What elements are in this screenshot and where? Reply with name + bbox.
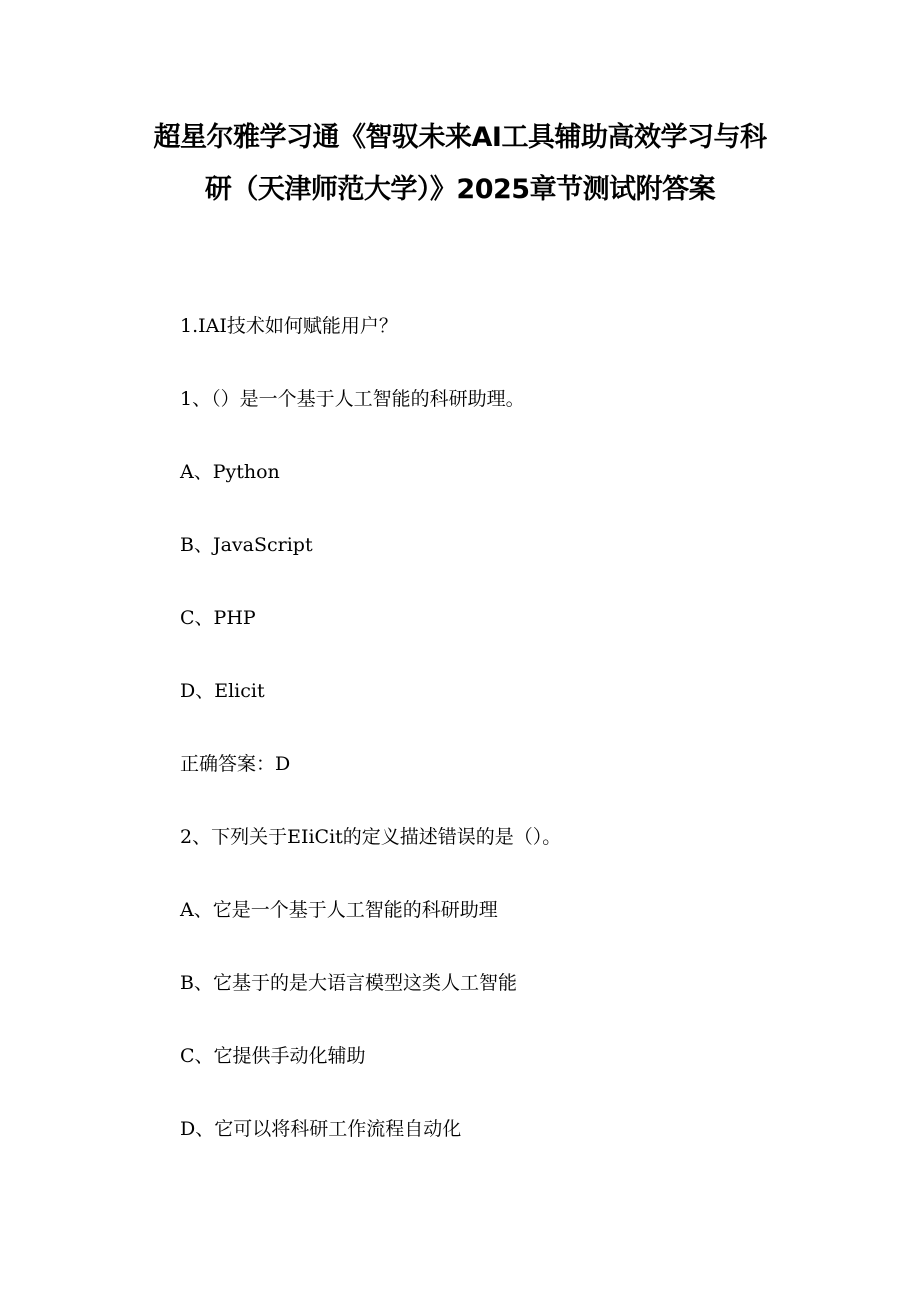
question-1-text: 1、（）是一个基于人工智能的科研助理。 — [180, 388, 525, 410]
title-line-2: 研（天津师范大学）》2025章节测试附答案 — [204, 174, 716, 205]
question-2-option-a: A、它是一个基于人工智能的科研助理 — [180, 899, 498, 921]
title-line-1: 超星尔雅学习通《智驭未来AI工具辅助高效学习与科 — [153, 122, 767, 153]
question-1-answer: 正确答案：D — [180, 753, 291, 775]
question-1-option-c: C、PHP — [180, 607, 256, 629]
question-1-option-a: A、Python — [180, 461, 280, 483]
question-1-option-b: B、JavaScript — [180, 534, 313, 556]
question-2-option-b: B、它基于的是大语言模型这类人工智能 — [180, 972, 517, 994]
question-2-option-d: D、它可以将科研工作流程自动化 — [180, 1118, 462, 1140]
section-heading: 1.IAI技术如何赋能用户？ — [180, 315, 398, 337]
question-2-text: 2、下列关于EIiCit的定义描述错误的是（）。 — [180, 826, 562, 848]
question-2-option-c: C、它提供手动化辅助 — [180, 1045, 366, 1067]
question-1-option-d: D、Elicit — [180, 680, 265, 702]
document-title — [60, 112, 860, 216]
